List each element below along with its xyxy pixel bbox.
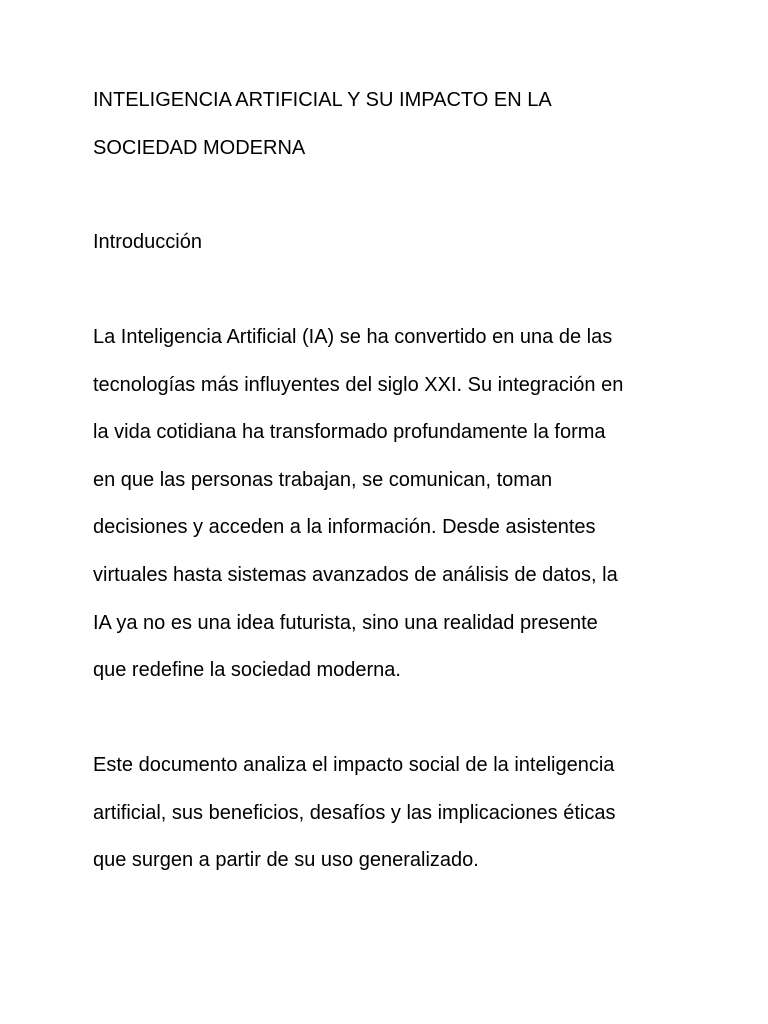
document-title xyxy=(93,77,703,172)
paragraph-line: en que las personas trabajan, se comunican, toman xyxy=(93,468,553,491)
paragraph-scope xyxy=(93,742,703,885)
paragraph-intro xyxy=(93,314,703,695)
paragraph-line: La Inteligencia Artificial (IA) se ha convertido en una de las xyxy=(93,326,613,348)
section-heading-text: Introducción xyxy=(93,231,202,253)
title-line: INTELIGENCIA ARTIFICIAL Y SU IMPACTO EN LA xyxy=(93,89,552,111)
paragraph-line: Este documento analiza el impacto social de la inteligencia xyxy=(93,754,615,776)
paragraph-line: tecnologías más influyentes del siglo XXI. Su integración en xyxy=(93,373,624,396)
paragraph-line: virtuales hasta sistemas avanzados de análisis de datos, la xyxy=(93,563,618,586)
paragraph-line: la vida cotidiana ha transformado profundamente la forma xyxy=(93,421,606,444)
section-heading xyxy=(93,219,703,267)
paragraph-line: artificial, sus beneficios, desafíos y las implicaciones éticas xyxy=(93,801,616,824)
title-line: SOCIEDAD MODERNA xyxy=(93,136,306,159)
paragraph-line: que redefine la sociedad moderna. xyxy=(93,659,401,682)
paragraph-line: IA ya no es una idea futurista, sino una realidad presente xyxy=(93,611,598,634)
paragraph-line: decisiones y acceden a la información. Desde asistentes xyxy=(93,516,596,539)
paragraph-line: que surgen a partir de su uso generalizado. xyxy=(93,849,479,872)
